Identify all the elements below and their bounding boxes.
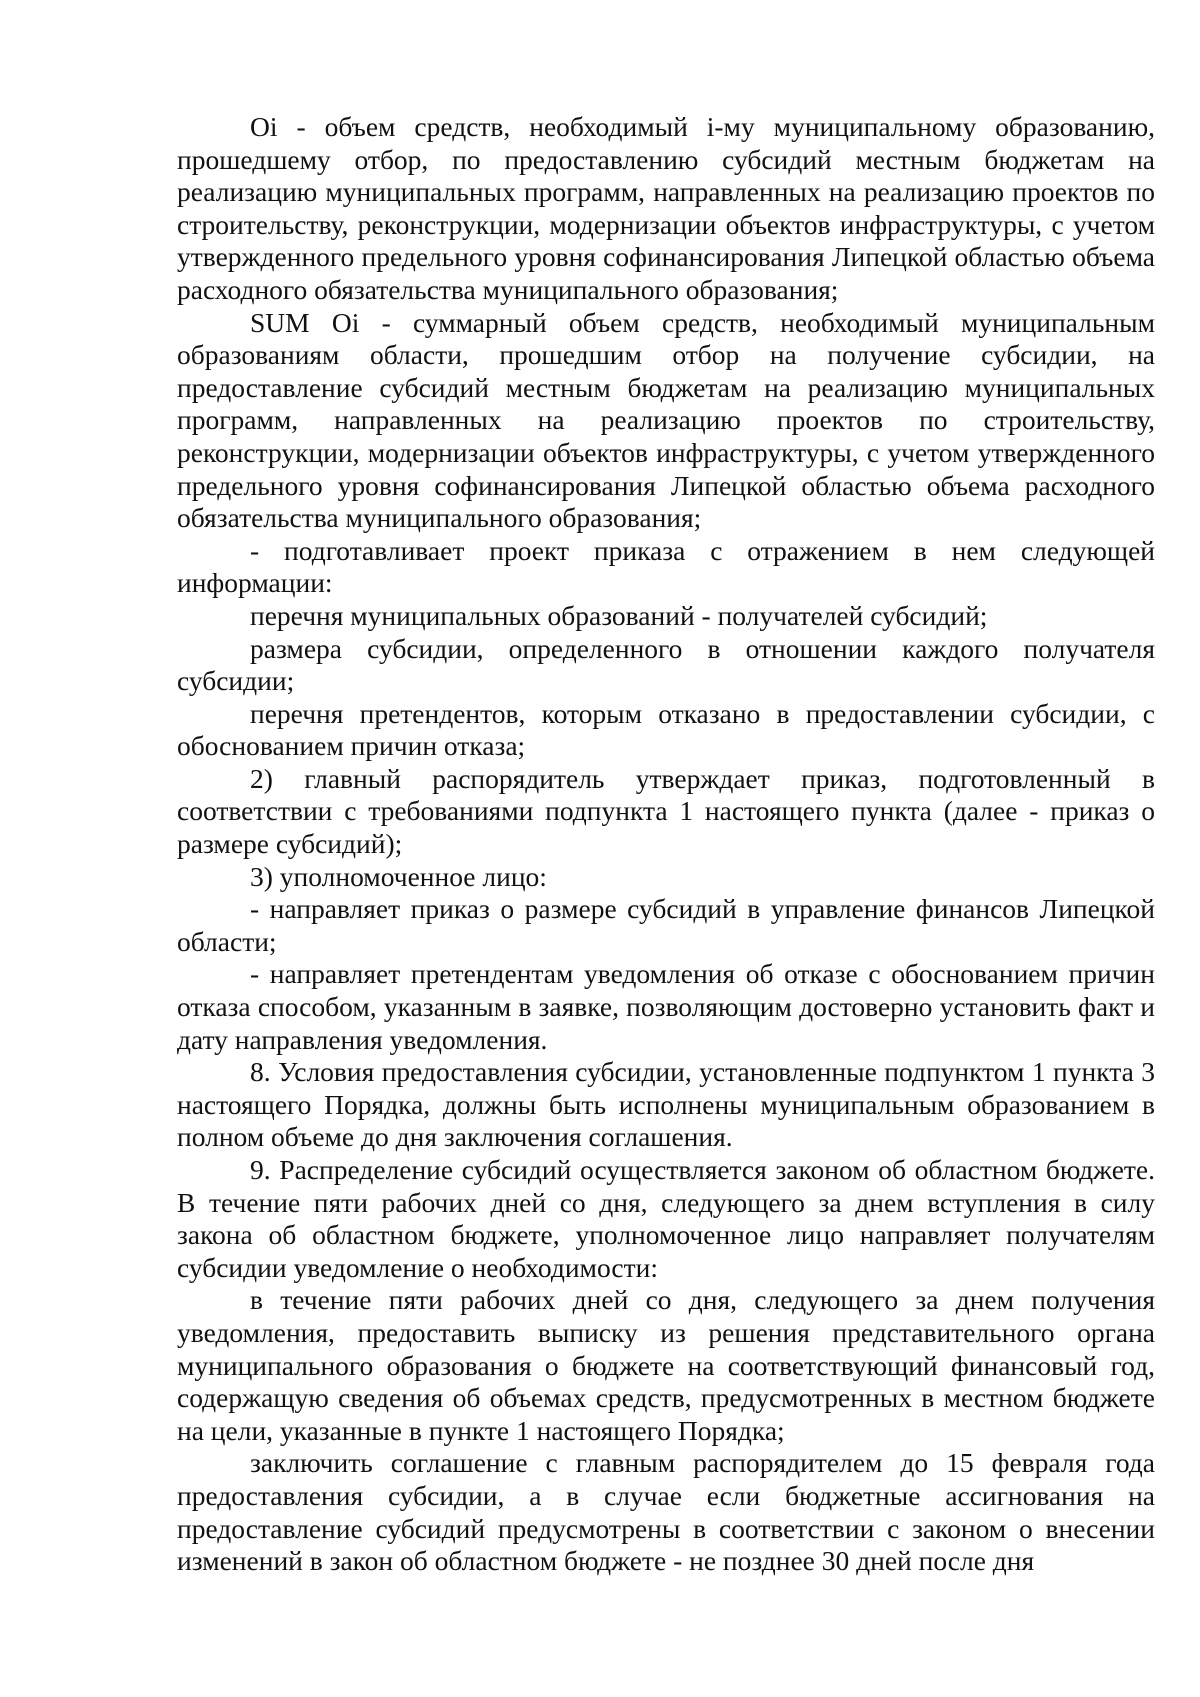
paragraph-item-3: 3) уполномоченное лицо:	[250, 860, 547, 892]
paragraph-budget-extract: в течение пяти рабочих дней со дня, следующего за днем получения уведомления, предоставить выписку из решения представительного органа муниципального образования о бюджете на соответствующий финансовый год, содержащую сведения об объемах средств, предусмотренных в местном бюджете на цели, указанные в пункте 1 настоящего Порядка;	[177, 1284, 1155, 1446]
paragraph-subsidy-size: размера субсидии, определенного в отношении каждого получателя субсидии;	[177, 632, 1155, 697]
paragraph-point-9: 9. Распределение субсидий осуществляется законом об областном бюджете. В течение пяти рабочих дней со дня, следующего за днем вступления в силу закона об областном бюджете, уполномоченное лицо направляет получателям субсидии уведомление о необходимости:	[177, 1154, 1155, 1283]
paragraph-send-order: - направляет приказ о размере субсидий в управление финансов Липецкой области;	[177, 893, 1155, 957]
paragraph-send-rejections: - направляет претендентам уведомления об отказе с обоснованием причин отказа способом, указанным в заявке, позволяющим достоверно установить факт и дату направления уведомления.	[177, 958, 1155, 1055]
paragraph-list-municipalities: перечня муниципальных образований - получателей субсидий;	[250, 599, 988, 631]
paragraph-point-8: 8. Условия предоставления субсидии, установленные подпунктом 1 пункта 3 настоящего Порядка, должны быть исполнены муниципальным образованием в полном объеме до дня заключения соглашения.	[177, 1056, 1155, 1153]
paragraph-oi-definition: Oi - объем средств, необходимый i-му муниципальному образованию, прошедшему отбор, по предоставлению субсидий местным бюджетам на реализацию муниципальных программ, направленных на реализацию проектов по строительству, реконструкции, модернизации объектов инфраструктуры, с учетом утвержденного предельного уровня софинансирования Липецкой областью объема расходного обязательства муниципального образования;	[177, 111, 1155, 305]
paragraph-list-rejected: перечня претендентов, которым отказано в предоставлении субсидии, с обоснованием причин отказа;	[177, 697, 1155, 762]
document-body	[177, 111, 1155, 1578]
paragraph-item-2: 2) главный распорядитель утверждает приказ, подготовленный в соответствии с требованиями подпункта 1 настоящего пункта (далее - приказ о размере субсидий);	[177, 762, 1155, 860]
paragraph-sum-oi-definition: SUM Oi - суммарный объем средств, необходимый муниципальным образованиям области, прошедшим отбор на получение субсидии, на предоставление субсидий местным бюджетам на реализацию муниципальных программ, направленных на реализацию проектов по строительству, реконструкции, модернизации объектов инфраструктуры, с учетом утвержденного предельного уровня софинансирования Липецкой областью объема расходного обязательства муниципального образования;	[177, 306, 1155, 534]
paragraph-prepare-order: - подготавливает проект приказа с отражением в нем следующей информации:	[177, 534, 1155, 599]
paragraph-agreement: заключить соглашение с главным распорядителем до 15 февраля года предоставления субсидии, а в случае если бюджетные ассигнования на предоставление субсидий предусмотрены в соответствии с законом о внесении изменений в закон об областном бюджете - не позднее 30 дней после дня	[177, 1447, 1155, 1577]
